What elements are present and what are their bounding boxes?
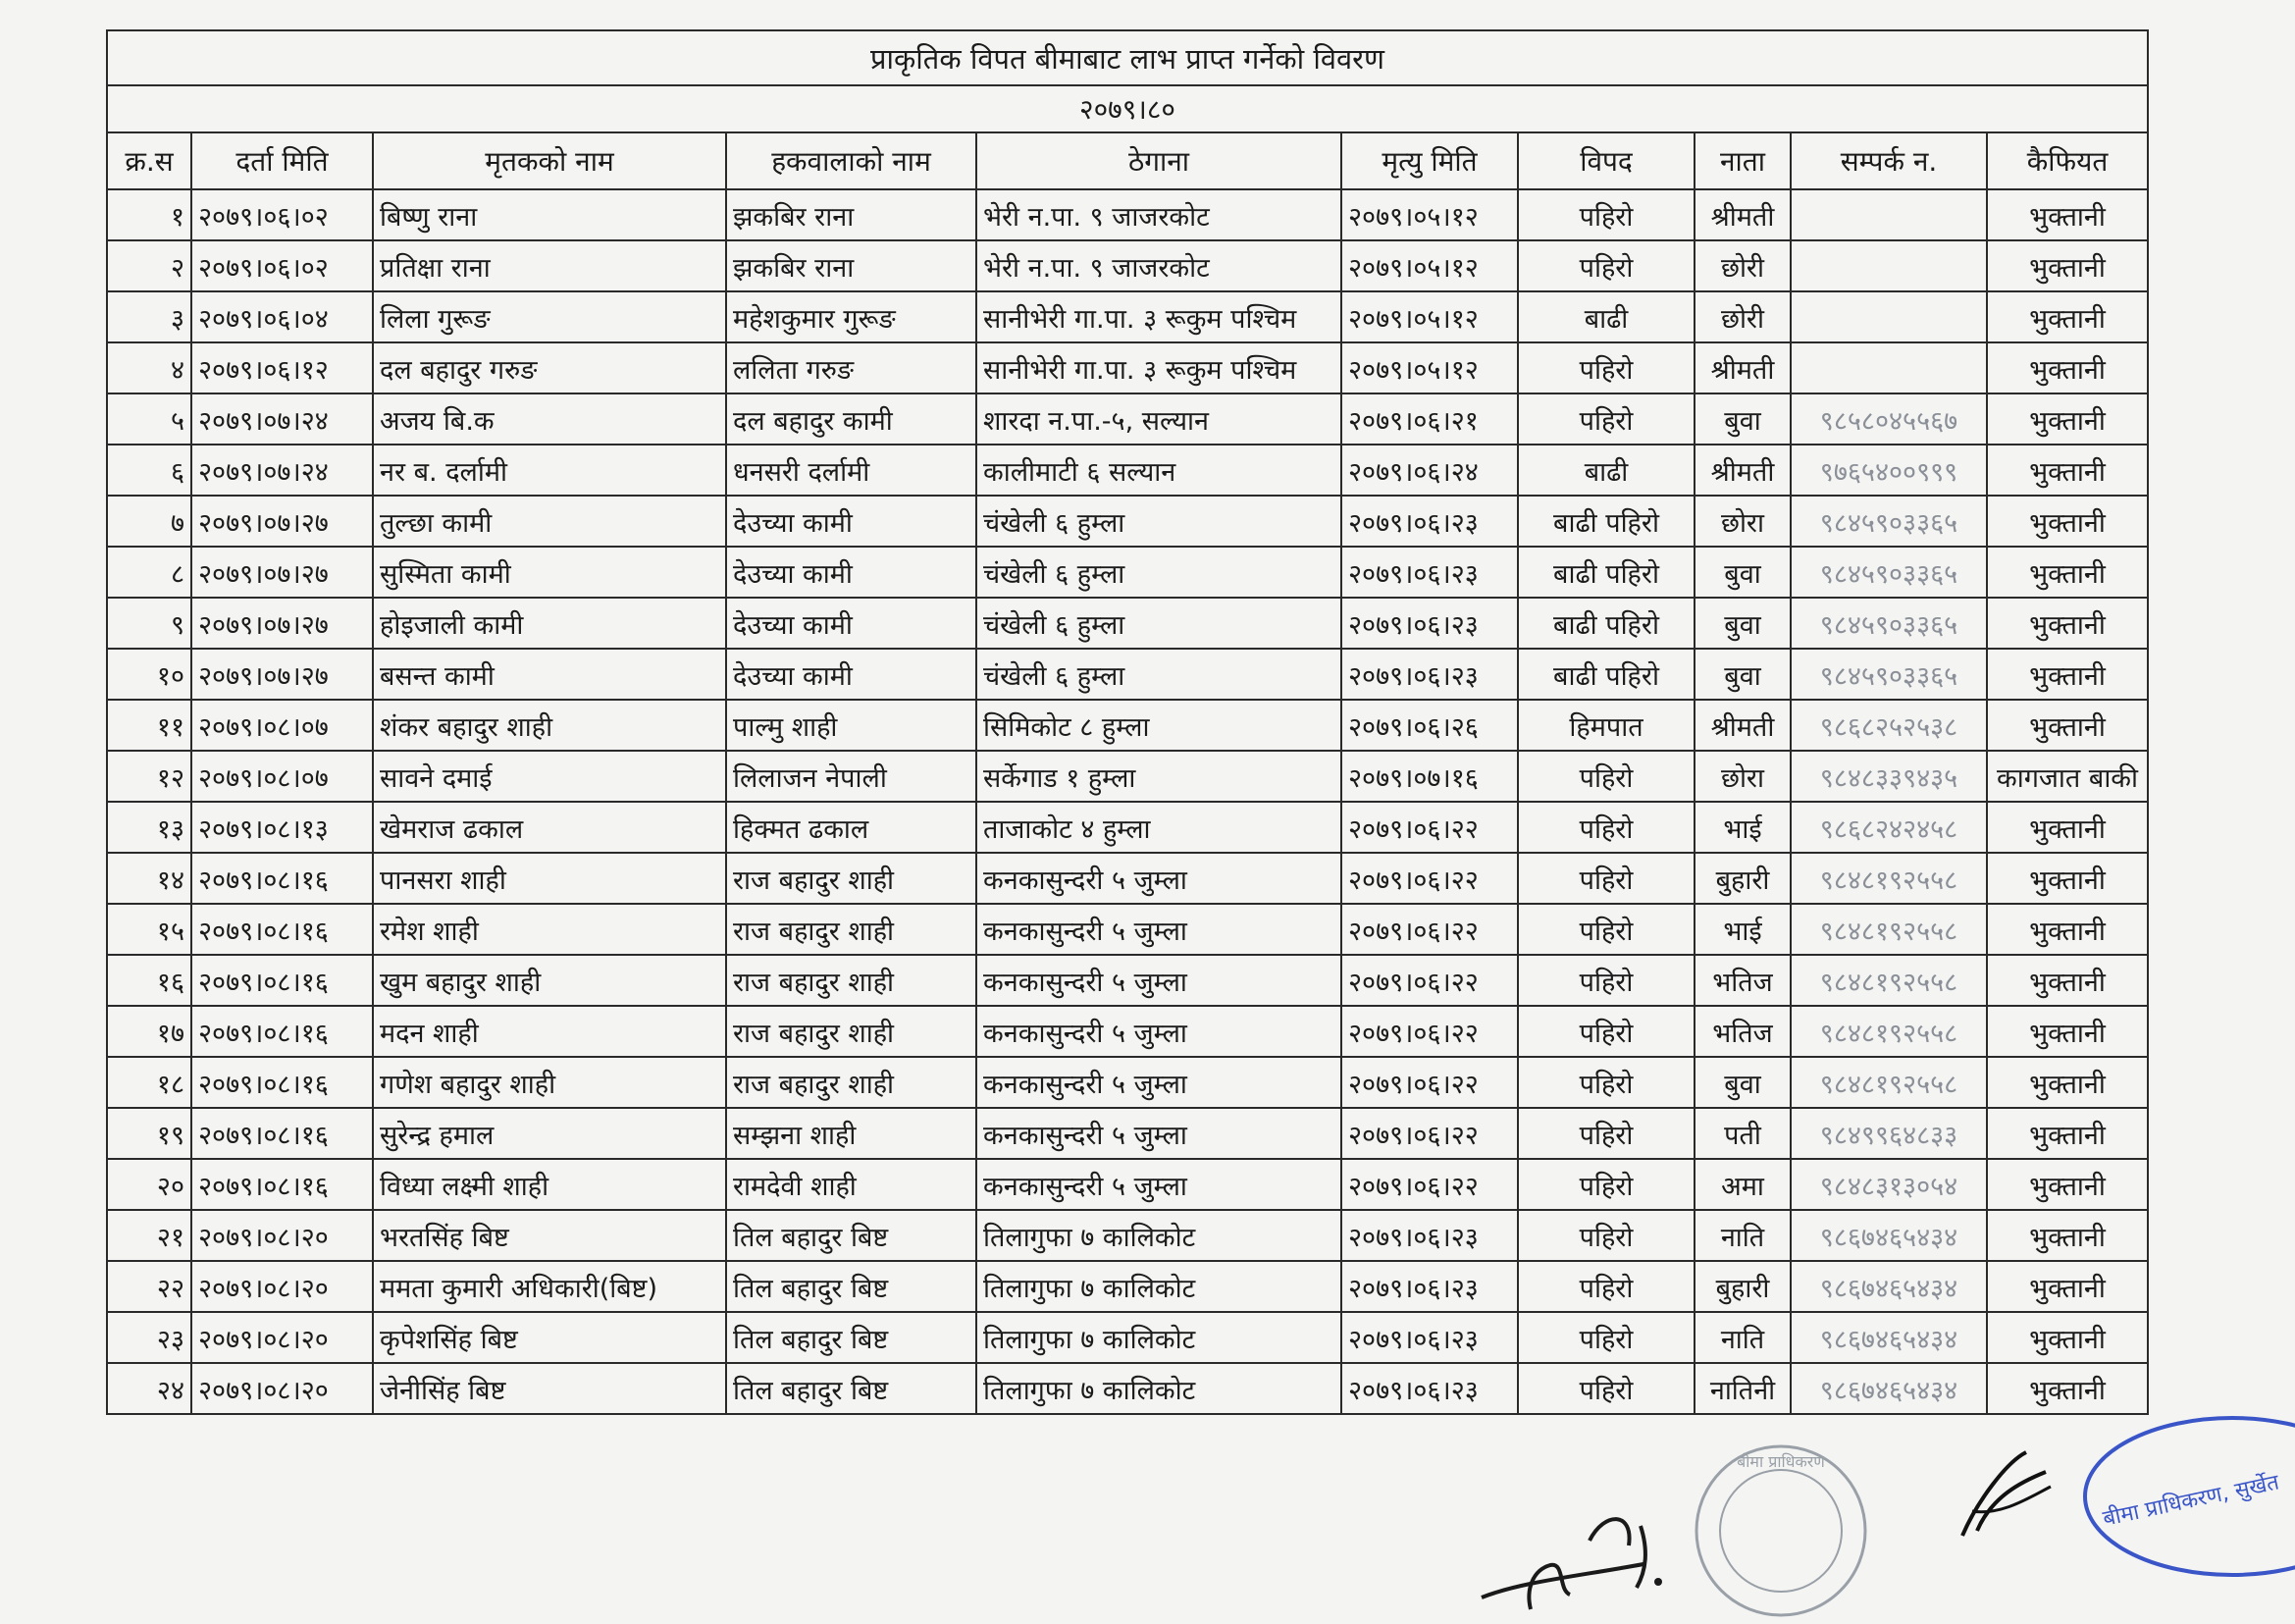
cell-relation: बुहारी — [1695, 1261, 1791, 1312]
cell-address: सर्केगाड १ हुम्ला — [976, 751, 1341, 802]
header-address: ठेगाना — [976, 132, 1341, 189]
cell-relation: श्रीमती — [1695, 445, 1791, 496]
cell-deceased-name: बसन्त कामी — [373, 649, 726, 700]
cell-disaster: पहिरो — [1518, 342, 1695, 393]
cell-claimant-name: लिलाजन नेपाली — [726, 751, 976, 802]
cell-deceased-name: होइजाली कामी — [373, 598, 726, 649]
header-registration-date: दर्ता मिति — [191, 132, 373, 189]
cell-registration-date: २०७९।०७।२७ — [191, 649, 373, 700]
cell-claimant-name: राज बहादुर शाही — [726, 853, 976, 904]
cell-address: सानीभेरी गा.पा. ३ रूकुम पश्चिम — [976, 342, 1341, 393]
header-remarks: कैफियत — [1987, 132, 2148, 189]
cell-relation: बुवा — [1695, 547, 1791, 598]
cell-contact: ९८६७४६५४३४ — [1791, 1363, 1987, 1414]
header-disaster: विपद — [1518, 132, 1695, 189]
cell-disaster: पहिरो — [1518, 240, 1695, 291]
cell-deceased-name: तुल्छा कामी — [373, 496, 726, 547]
cell-disaster: पहिरो — [1518, 1261, 1695, 1312]
cell-disaster: पहिरो — [1518, 1057, 1695, 1108]
cell-contact — [1791, 189, 1987, 240]
cell-deceased-name: शंकर बहादुर शाही — [373, 700, 726, 751]
cell-death-date: २०७९।०६।२२ — [1341, 1006, 1518, 1057]
cell-disaster: पहिरो — [1518, 1210, 1695, 1261]
cell-remarks: भुक्तानी — [1987, 598, 2148, 649]
cell-death-date: २०७९।०६।२३ — [1341, 1261, 1518, 1312]
cell-remarks: भुक्तानी — [1987, 496, 2148, 547]
cell-disaster: पहिरो — [1518, 751, 1695, 802]
cell-contact: ९८४८१९२५५८ — [1791, 853, 1987, 904]
table-row — [107, 547, 2148, 598]
cell-claimant-name: सम्झना शाही — [726, 1108, 976, 1159]
cell-remarks: भुक्तानी — [1987, 189, 2148, 240]
cell-address: शारदा न.पा.-५, सल्यान — [976, 393, 1341, 445]
cell-serial: ४ — [107, 342, 191, 393]
cell-relation: नाति — [1695, 1312, 1791, 1363]
table-row — [107, 342, 2148, 393]
cell-registration-date: २०७९।०७।२७ — [191, 547, 373, 598]
cell-registration-date: २०७९।०८।१६ — [191, 1057, 373, 1108]
cell-deceased-name: भरतसिंह बिष्ट — [373, 1210, 726, 1261]
cell-serial: १ — [107, 189, 191, 240]
table-row — [107, 598, 2148, 649]
cell-deceased-name: अजय बि.क — [373, 393, 726, 445]
cell-relation: नाति — [1695, 1210, 1791, 1261]
cell-claimant-name: पाल्मु शाही — [726, 700, 976, 751]
cell-address: सिमिकोट ८ हुम्ला — [976, 700, 1341, 751]
cell-death-date: २०७९।०६।२३ — [1341, 649, 1518, 700]
cell-address: ताजाकोट ४ हुम्ला — [976, 802, 1341, 853]
cell-deceased-name: विध्या लक्ष्मी शाही — [373, 1159, 726, 1210]
cell-death-date: २०७९।०६।२४ — [1341, 445, 1518, 496]
cell-serial: २१ — [107, 1210, 191, 1261]
cell-serial: २४ — [107, 1363, 191, 1414]
cell-registration-date: २०७९।०८।२० — [191, 1210, 373, 1261]
cell-claimant-name: तिल बहादुर बिष्ट — [726, 1261, 976, 1312]
benefit-sheet — [106, 29, 2147, 1415]
cell-death-date: २०७९।०६।२१ — [1341, 393, 1518, 445]
cell-remarks: भुक्तानी — [1987, 1210, 2148, 1261]
table-row — [107, 240, 2148, 291]
cell-death-date: २०७९।०५।१२ — [1341, 240, 1518, 291]
cell-registration-date: २०७९।०८।०७ — [191, 700, 373, 751]
cell-serial: १६ — [107, 955, 191, 1006]
cell-address: चंखेली ६ हुम्ला — [976, 496, 1341, 547]
cell-registration-date: २०७९।०७।२७ — [191, 496, 373, 547]
cell-contact: ९८६७४६५४३४ — [1791, 1261, 1987, 1312]
cell-disaster: बाढी पहिरो — [1518, 547, 1695, 598]
cell-relation: भतिज — [1695, 955, 1791, 1006]
cell-deceased-name: सुरेन्द्र हमाल — [373, 1108, 726, 1159]
cell-relation: छोरा — [1695, 496, 1791, 547]
cell-claimant-name: झकबिर राना — [726, 240, 976, 291]
cell-serial: १५ — [107, 904, 191, 955]
cell-address: कनकासुन्दरी ५ जुम्ला — [976, 1108, 1341, 1159]
cell-disaster: पहिरो — [1518, 853, 1695, 904]
fiscal-year: २०७९।८० — [107, 85, 2148, 132]
cell-contact: ९८५८०४५५६७ — [1791, 393, 1987, 445]
cell-address: कनकासुन्दरी ५ जुम्ला — [976, 853, 1341, 904]
cell-contact: ९८४८३१३०५४ — [1791, 1159, 1987, 1210]
cell-remarks: भुक्तानी — [1987, 1006, 2148, 1057]
cell-remarks: भुक्तानी — [1987, 1363, 2148, 1414]
cell-contact: ९८६७४६५४३४ — [1791, 1210, 1987, 1261]
cell-claimant-name: तिल बहादुर बिष्ट — [726, 1210, 976, 1261]
table-header-row — [107, 132, 2148, 189]
table-row — [107, 649, 2148, 700]
cell-relation: छोरी — [1695, 291, 1791, 342]
cell-relation: बुवा — [1695, 393, 1791, 445]
cell-address: कनकासुन्दरी ५ जुम्ला — [976, 955, 1341, 1006]
cell-death-date: २०७९।०६।२२ — [1341, 904, 1518, 955]
cell-registration-date: २०७९।०६।०२ — [191, 189, 373, 240]
cell-relation: छोरी — [1695, 240, 1791, 291]
header-death-date: मृत्यु मिति — [1341, 132, 1518, 189]
cell-disaster: पहिरो — [1518, 189, 1695, 240]
cell-registration-date: २०७९।०८।१६ — [191, 1159, 373, 1210]
cell-contact: ९८४५९०३३६५ — [1791, 598, 1987, 649]
cell-contact: ९८४९९६४८३३ — [1791, 1108, 1987, 1159]
cell-serial: ७ — [107, 496, 191, 547]
cell-remarks: भुक्तानी — [1987, 1261, 2148, 1312]
table-row — [107, 751, 2148, 802]
cell-claimant-name: तिल बहादुर बिष्ट — [726, 1312, 976, 1363]
cell-registration-date: २०७९।०८।२० — [191, 1261, 373, 1312]
cell-address: कनकासुन्दरी ५ जुम्ला — [976, 1159, 1341, 1210]
header-serial: क्र.स — [107, 132, 191, 189]
office-stamp — [2065, 1403, 2295, 1590]
cell-disaster: बाढी — [1518, 445, 1695, 496]
signature-left — [1472, 1472, 1668, 1619]
cell-remarks: भुक्तानी — [1987, 393, 2148, 445]
cell-disaster: पहिरो — [1518, 1159, 1695, 1210]
cell-registration-date: २०७९।०८।०७ — [191, 751, 373, 802]
cell-remarks: भुक्तानी — [1987, 904, 2148, 955]
cell-contact: ९८४८१९२५५८ — [1791, 1006, 1987, 1057]
cell-relation: छोरा — [1695, 751, 1791, 802]
cell-remarks: भुक्तानी — [1987, 955, 2148, 1006]
cell-contact: ९८६८२५२५३८ — [1791, 700, 1987, 751]
cell-remarks: भुक्तानी — [1987, 853, 2148, 904]
cell-serial: १८ — [107, 1057, 191, 1108]
cell-address: चंखेली ६ हुम्ला — [976, 649, 1341, 700]
table-row — [107, 1108, 2148, 1159]
cell-death-date: २०७९।०६।२३ — [1341, 598, 1518, 649]
cell-registration-date: २०७९।०८।१६ — [191, 904, 373, 955]
cell-deceased-name: कृपेशसिंह बिष्ट — [373, 1312, 726, 1363]
cell-death-date: २०७९।०६।२२ — [1341, 1057, 1518, 1108]
cell-deceased-name: मदन शाही — [373, 1006, 726, 1057]
cell-contact: ९७६५४००९९९ — [1791, 445, 1987, 496]
cell-relation: बुवा — [1695, 649, 1791, 700]
cell-deceased-name: ममता कुमारी अधिकारी(बिष्ट) — [373, 1261, 726, 1312]
cell-claimant-name: धनसरी दर्लामी — [726, 445, 976, 496]
cell-registration-date: २०७९।०८।२० — [191, 1363, 373, 1414]
cell-disaster: बाढी — [1518, 291, 1695, 342]
cell-registration-date: २०७९।०८।१६ — [191, 955, 373, 1006]
cell-contact — [1791, 291, 1987, 342]
cell-death-date: २०७९।०६।२३ — [1341, 1210, 1518, 1261]
cell-death-date: २०७९।०५।१२ — [1341, 342, 1518, 393]
cell-address: कनकासुन्दरी ५ जुम्ला — [976, 904, 1341, 955]
cell-contact — [1791, 240, 1987, 291]
cell-claimant-name: देउच्या कामी — [726, 649, 976, 700]
cell-contact: ९८६७४६५४३४ — [1791, 1312, 1987, 1363]
header-claimant-name: हकवालाको नाम — [726, 132, 976, 189]
table-row — [107, 904, 2148, 955]
cell-registration-date: २०७९।०६।१२ — [191, 342, 373, 393]
cell-death-date: २०७९।०६।२२ — [1341, 955, 1518, 1006]
cell-contact: ९८४८१९२५५८ — [1791, 1057, 1987, 1108]
cell-deceased-name: नर ब. दर्लामी — [373, 445, 726, 496]
cell-deceased-name: सावने दमाई — [373, 751, 726, 802]
header-relation: नाता — [1695, 132, 1791, 189]
cell-relation: भाई — [1695, 802, 1791, 853]
cell-contact — [1791, 342, 1987, 393]
table-row — [107, 700, 2148, 751]
cell-death-date: २०७९।०५।१२ — [1341, 291, 1518, 342]
cell-disaster: पहिरो — [1518, 955, 1695, 1006]
cell-disaster: बाढी पहिरो — [1518, 649, 1695, 700]
table-row — [107, 1312, 2148, 1363]
cell-registration-date: २०७९।०७।२४ — [191, 445, 373, 496]
cell-relation: श्रीमती — [1695, 700, 1791, 751]
cell-death-date: २०७९।०६।२३ — [1341, 547, 1518, 598]
cell-disaster: पहिरो — [1518, 1312, 1695, 1363]
cell-address: चंखेली ६ हुम्ला — [976, 598, 1341, 649]
cell-claimant-name: दल बहादुर कामी — [726, 393, 976, 445]
cell-address: कनकासुन्दरी ५ जुम्ला — [976, 1006, 1341, 1057]
header-deceased-name: मृतकको नाम — [373, 132, 726, 189]
cell-address: कालीमाटी ६ सल्यान — [976, 445, 1341, 496]
cell-relation: बुवा — [1695, 598, 1791, 649]
signature-right — [1953, 1442, 2060, 1550]
cell-serial: १२ — [107, 751, 191, 802]
cell-contact: ९८४५९०३३६५ — [1791, 496, 1987, 547]
cell-death-date: २०७९।०६।२२ — [1341, 1159, 1518, 1210]
table-row — [107, 802, 2148, 853]
cell-claimant-name: महेशकुमार गुरूङ — [726, 291, 976, 342]
table-row — [107, 853, 2148, 904]
cell-serial: १० — [107, 649, 191, 700]
cell-deceased-name: प्रतिक्षा राना — [373, 240, 726, 291]
cell-registration-date: २०७९।०८।१६ — [191, 1108, 373, 1159]
cell-relation: पती — [1695, 1108, 1791, 1159]
cell-remarks: भुक्तानी — [1987, 291, 2148, 342]
header-contact: सम्पर्क न. — [1791, 132, 1987, 189]
cell-serial: १३ — [107, 802, 191, 853]
cell-address: भेरी न.पा. ९ जाजरकोट — [976, 189, 1341, 240]
cell-registration-date: २०७९।०७।२४ — [191, 393, 373, 445]
table-row — [107, 496, 2148, 547]
cell-contact: ९८४८१९२५५८ — [1791, 904, 1987, 955]
cell-deceased-name: रमेश शाही — [373, 904, 726, 955]
cell-deceased-name: पानसरा शाही — [373, 853, 726, 904]
cell-address: तिलागुफा ७ कालिकोट — [976, 1312, 1341, 1363]
cell-death-date: २०७९।०६।२२ — [1341, 802, 1518, 853]
table-row — [107, 445, 2148, 496]
cell-claimant-name: राज बहादुर शाही — [726, 1057, 976, 1108]
table-row — [107, 1057, 2148, 1108]
cell-serial: ५ — [107, 393, 191, 445]
cell-remarks: भुक्तानी — [1987, 240, 2148, 291]
cell-claimant-name: देउच्या कामी — [726, 547, 976, 598]
cell-disaster: बाढी पहिरो — [1518, 496, 1695, 547]
cell-deceased-name: लिला गुरूङ — [373, 291, 726, 342]
table-row — [107, 1261, 2148, 1312]
cell-deceased-name: सुस्मिता कामी — [373, 547, 726, 598]
cell-address: चंखेली ६ हुम्ला — [976, 547, 1341, 598]
cell-deceased-name: गणेश बहादुर शाही — [373, 1057, 726, 1108]
cell-disaster: पहिरो — [1518, 1108, 1695, 1159]
cell-serial: २० — [107, 1159, 191, 1210]
table-row — [107, 291, 2148, 342]
cell-claimant-name: देउच्या कामी — [726, 598, 976, 649]
seal-text: बीमा प्राधिकरण — [1737, 1452, 1825, 1471]
cell-remarks: भुक्तानी — [1987, 700, 2148, 751]
cell-address: तिलागुफा ७ कालिकोट — [976, 1261, 1341, 1312]
cell-claimant-name: तिल बहादुर बिष्ट — [726, 1363, 976, 1414]
table-row — [107, 1210, 2148, 1261]
table-row — [107, 189, 2148, 240]
cell-relation: नातिनी — [1695, 1363, 1791, 1414]
cell-registration-date: २०७९।०८।२० — [191, 1312, 373, 1363]
cell-claimant-name: राज बहादुर शाही — [726, 904, 976, 955]
cell-death-date: २०७९।०६।२२ — [1341, 1108, 1518, 1159]
cell-remarks: भुक्तानी — [1987, 1057, 2148, 1108]
cell-death-date: २०७९।०६।२२ — [1341, 853, 1518, 904]
cell-deceased-name: खुम बहादुर शाही — [373, 955, 726, 1006]
cell-contact: ९८४८१९२५५८ — [1791, 955, 1987, 1006]
cell-remarks: भुक्तानी — [1987, 547, 2148, 598]
cell-remarks: भुक्तानी — [1987, 649, 2148, 700]
cell-serial: ८ — [107, 547, 191, 598]
cell-address: सानीभेरी गा.पा. ३ रूकुम पश्चिम — [976, 291, 1341, 342]
cell-remarks: भुक्तानी — [1987, 342, 2148, 393]
cell-serial: २३ — [107, 1312, 191, 1363]
table-row — [107, 393, 2148, 445]
cell-serial: ११ — [107, 700, 191, 751]
cell-serial: ३ — [107, 291, 191, 342]
cell-serial: ६ — [107, 445, 191, 496]
cell-deceased-name: जेनीसिंह बिष्ट — [373, 1363, 726, 1414]
cell-remarks: भुक्तानी — [1987, 445, 2148, 496]
cell-contact: ९८४५९०३३६५ — [1791, 547, 1987, 598]
cell-remarks: भुक्तानी — [1987, 1108, 2148, 1159]
cell-registration-date: २०७९।०७।२७ — [191, 598, 373, 649]
cell-death-date: २०७९।०६।२३ — [1341, 496, 1518, 547]
cell-contact: ९८४५९०३३६५ — [1791, 649, 1987, 700]
cell-registration-date: २०७९।०८।१६ — [191, 853, 373, 904]
cell-disaster: पहिरो — [1518, 904, 1695, 955]
stamp-text: बीमा प्राधिकरण, सुर्खेत — [2101, 1470, 2282, 1532]
cell-claimant-name: ललिता गरुङ — [726, 342, 976, 393]
cell-claimant-name: देउच्या कामी — [726, 496, 976, 547]
cell-address: तिलागुफा ७ कालिकोट — [976, 1210, 1341, 1261]
cell-address: तिलागुफा ७ कालिकोट — [976, 1363, 1341, 1414]
cell-disaster: हिमपात — [1518, 700, 1695, 751]
cell-address: भेरी न.पा. ९ जाजरकोट — [976, 240, 1341, 291]
cell-claimant-name: झकबिर राना — [726, 189, 976, 240]
table-row — [107, 1006, 2148, 1057]
cell-death-date: २०७९।०६।२३ — [1341, 1312, 1518, 1363]
cell-serial: १९ — [107, 1108, 191, 1159]
cell-deceased-name: बिष्णु राना — [373, 189, 726, 240]
cell-deceased-name: दल बहादुर गरुङ — [373, 342, 726, 393]
cell-disaster: पहिरो — [1518, 802, 1695, 853]
cell-remarks: भुक्तानी — [1987, 1312, 2148, 1363]
cell-claimant-name: रामदेवी शाही — [726, 1159, 976, 1210]
cell-claimant-name: हिक्मत ढकाल — [726, 802, 976, 853]
table-row — [107, 1363, 2148, 1414]
cell-serial: ९ — [107, 598, 191, 649]
cell-disaster: पहिरो — [1518, 393, 1695, 445]
cell-disaster: पहिरो — [1518, 1006, 1695, 1057]
cell-relation: भतिज — [1695, 1006, 1791, 1057]
cell-claimant-name: राज बहादुर शाही — [726, 955, 976, 1006]
cell-disaster: पहिरो — [1518, 1363, 1695, 1414]
cell-remarks: कागजात बाकी — [1987, 751, 2148, 802]
official-seal — [1688, 1438, 1874, 1624]
cell-remarks: भुक्तानी — [1987, 802, 2148, 853]
cell-relation: श्रीमती — [1695, 342, 1791, 393]
table-row — [107, 1159, 2148, 1210]
cell-registration-date: २०७९।०८।१६ — [191, 1006, 373, 1057]
cell-death-date: २०७९।०५।१२ — [1341, 189, 1518, 240]
cell-serial: २२ — [107, 1261, 191, 1312]
cell-relation: अमा — [1695, 1159, 1791, 1210]
cell-registration-date: २०७९।०६।०२ — [191, 240, 373, 291]
cell-relation: बुहारी — [1695, 853, 1791, 904]
cell-registration-date: २०७९।०६।०४ — [191, 291, 373, 342]
cell-relation: भाई — [1695, 904, 1791, 955]
cell-deceased-name: खेमराज ढकाल — [373, 802, 726, 853]
cell-relation: बुवा — [1695, 1057, 1791, 1108]
cell-relation: श्रीमती — [1695, 189, 1791, 240]
cell-disaster: बाढी पहिरो — [1518, 598, 1695, 649]
cell-serial: १७ — [107, 1006, 191, 1057]
cell-death-date: २०७९।०६।२६ — [1341, 700, 1518, 751]
cell-remarks: भुक्तानी — [1987, 1159, 2148, 1210]
cell-contact: ९८४८३३९४३५ — [1791, 751, 1987, 802]
cell-claimant-name: राज बहादुर शाही — [726, 1006, 976, 1057]
cell-serial: २ — [107, 240, 191, 291]
cell-death-date: २०७९।०७।१६ — [1341, 751, 1518, 802]
cell-death-date: २०७९।०६।२३ — [1341, 1363, 1518, 1414]
beneficiary-table — [106, 29, 2149, 1415]
cell-registration-date: २०७९।०८।१३ — [191, 802, 373, 853]
cell-contact: ९८६८२४२४५८ — [1791, 802, 1987, 853]
document-title: प्राकृतिक विपत बीमाबाट लाभ प्राप्त गर्नेको विवरण — [107, 30, 2148, 85]
cell-serial: १४ — [107, 853, 191, 904]
table-row — [107, 955, 2148, 1006]
cell-address: कनकासुन्दरी ५ जुम्ला — [976, 1057, 1341, 1108]
